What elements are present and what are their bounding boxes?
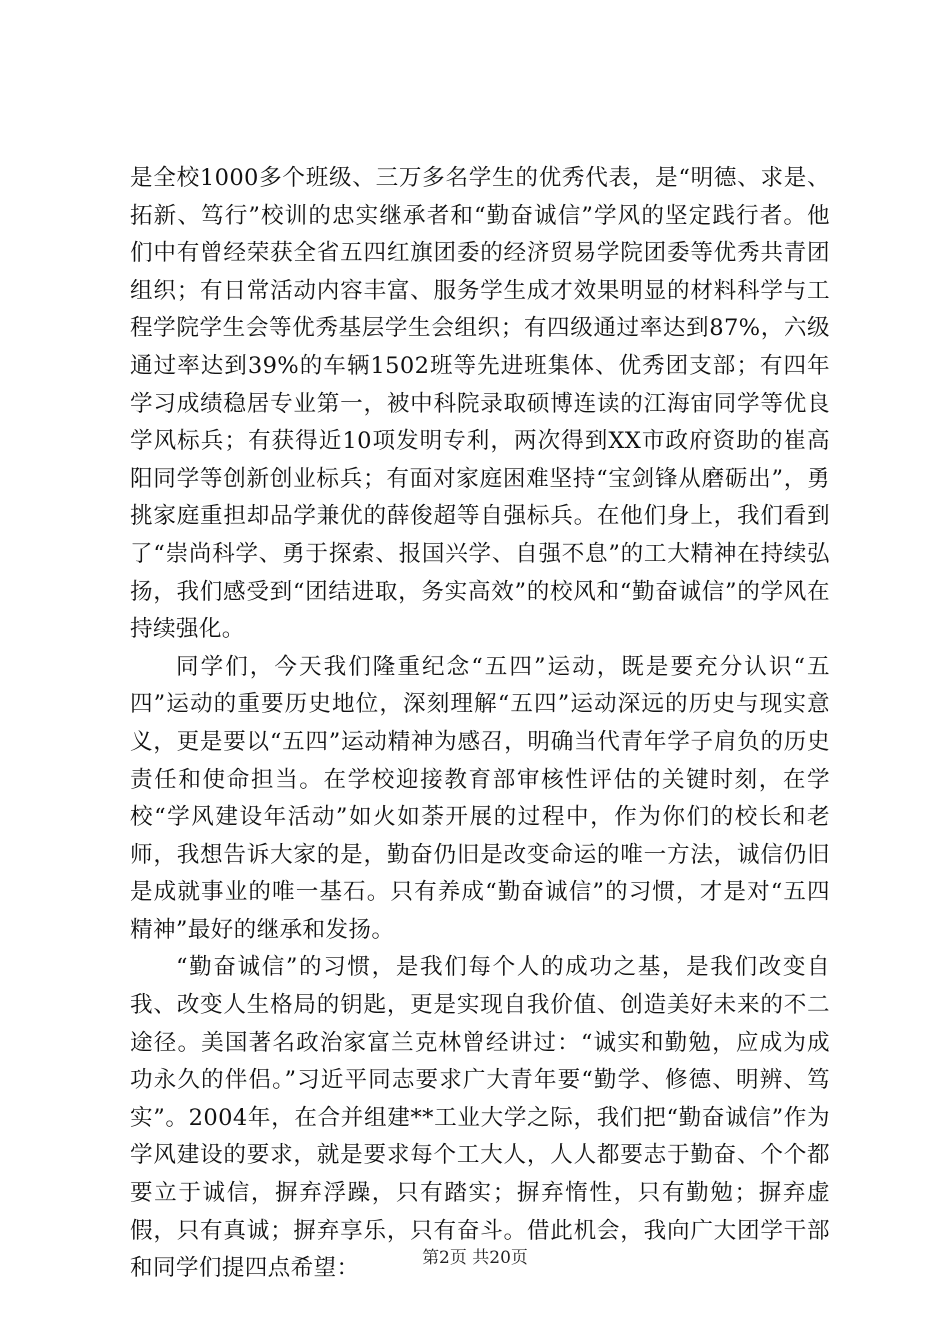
page-number-footer: 第2页 共20页 — [422, 1248, 528, 1268]
document-body — [130, 160, 830, 1288]
paragraph: 是全校1000多个班级、三万多名学生的优秀代表，是“明德、求是、拓新、笃行”校训的忠实继承者和“勤奋诚信”学风的坚定践行者。他们中有曾经荣获全省五四红旗团委的经济贸易学院团委等优秀共青团组织；有日常活动内容丰富、服务学生成才效果明显的材料科学与工程学院学生会等优秀基层学生会组织；有四级通过率达到87%，六级通过率达到39%的车辆1502班等先进班集体、优秀团支部；有四年学习成绩稳居专业第一，被中科院录取硕博连读的江海宙同学等优良学风标兵；有获得近10项发明专利，两次得到XX市政府资助的崔高阳同学等创新创业标兵；有面对家庭困难坚持“宝剑锋从磨砺出”，勇挑家庭重担却品学兼优的薛俊超等自强标兵。在他们身上，我们看到了“崇尚科学、勇于探索、报国兴学、自强不息”的工大精神在持续弘扬，我们感受到“团结进取，务实高效”的校风和“勤奋诚信”的学风在持续强化。 — [130, 165, 830, 643]
paragraph: “勤奋诚信”的习惯，是我们每个人的成功之基，是我们改变自我、改变人生格局的钥匙，更是实现自我价值、创造美好未来的不二途径。美国著名政治家富兰克林曾经讲过：“诚实和勤勉，应成为成功永久的伴侣。”习近平同志要求广大青年要“勤学、修德、明辨、笃实”。2004年，在合并组建**工业大学之际，我们把“勤奋诚信”作为学风建设的要求，就是要求每个工大人，人人都要志于勤奋、个个都要立于诚信，摒弃浮躁，只有踏实；摒弃惰性，只有勤勉；摒弃虚假，只有真诚；摒弃享乐，只有奋斗。借此机会，我向广大团学干部和同学们提四点希望： — [130, 954, 830, 1282]
paragraph: 同学们，今天我们隆重纪念“五四”运动，既是要充分认识“五四”运动的重要历史地位，深刻理解“五四”运动深远的历史与现实意义，更是要以“五四”运动精神为感召，明确当代青年学子肩负的历史责任和使命担当。在学校迎接教育部审核性评估的关键时刻，在学校“学风建设年活动”如火如荼开展的过程中，作为你们的校长和老师，我想告诉大家的是，勤奋仍旧是改变命运的唯一方法，诚信仍旧是成就事业的唯一基石。只有养成“勤奋诚信”的习惯，才是对“五四精神”最好的继承和发扬。 — [130, 653, 830, 943]
